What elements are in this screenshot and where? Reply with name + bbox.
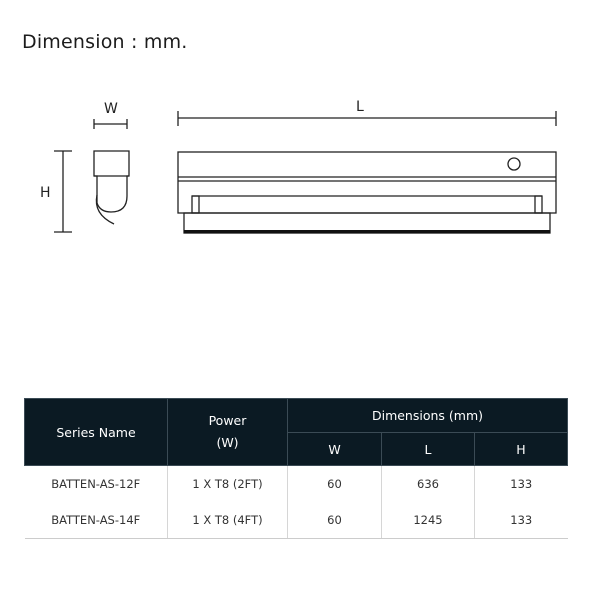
height-dimension: [54, 151, 72, 232]
fixture-drawing: [0, 0, 600, 260]
header-w: W: [288, 433, 382, 466]
cell-h: 133: [475, 502, 568, 539]
cell-l: 636: [382, 466, 475, 503]
front-view: [178, 152, 556, 233]
side-profile: [94, 151, 129, 224]
spec-table: [24, 398, 568, 539]
cell-power: 1 X T8 (2FT): [168, 466, 288, 503]
width-label: W: [104, 101, 118, 117]
tube-base: [184, 230, 550, 234]
header-power-label: Power: [208, 413, 247, 428]
table-row: [25, 466, 568, 503]
cell-power: 1 X T8 (4FT): [168, 502, 288, 539]
cell-l: 1245: [382, 502, 475, 539]
header-h: H: [475, 433, 568, 466]
header-series-name: Series Name: [25, 399, 168, 466]
height-label: H: [40, 185, 51, 201]
length-label: L: [356, 99, 364, 115]
length-dimension: [178, 111, 556, 126]
cell-w: 60: [288, 466, 382, 503]
table-row: [25, 502, 568, 539]
header-power: [168, 399, 288, 466]
page-title: Dimension : mm.: [22, 31, 188, 53]
cell-series: BATTEN-AS-12F: [51, 477, 141, 491]
cell-series: BATTEN-AS-14F: [25, 502, 168, 539]
cell-w: 60: [288, 502, 382, 539]
header-l: L: [382, 433, 475, 466]
cell-h: 133: [475, 466, 568, 503]
header-power-unit: (W): [216, 435, 239, 450]
header-dimensions: Dimensions (mm): [288, 399, 568, 433]
width-dimension: [94, 119, 127, 129]
